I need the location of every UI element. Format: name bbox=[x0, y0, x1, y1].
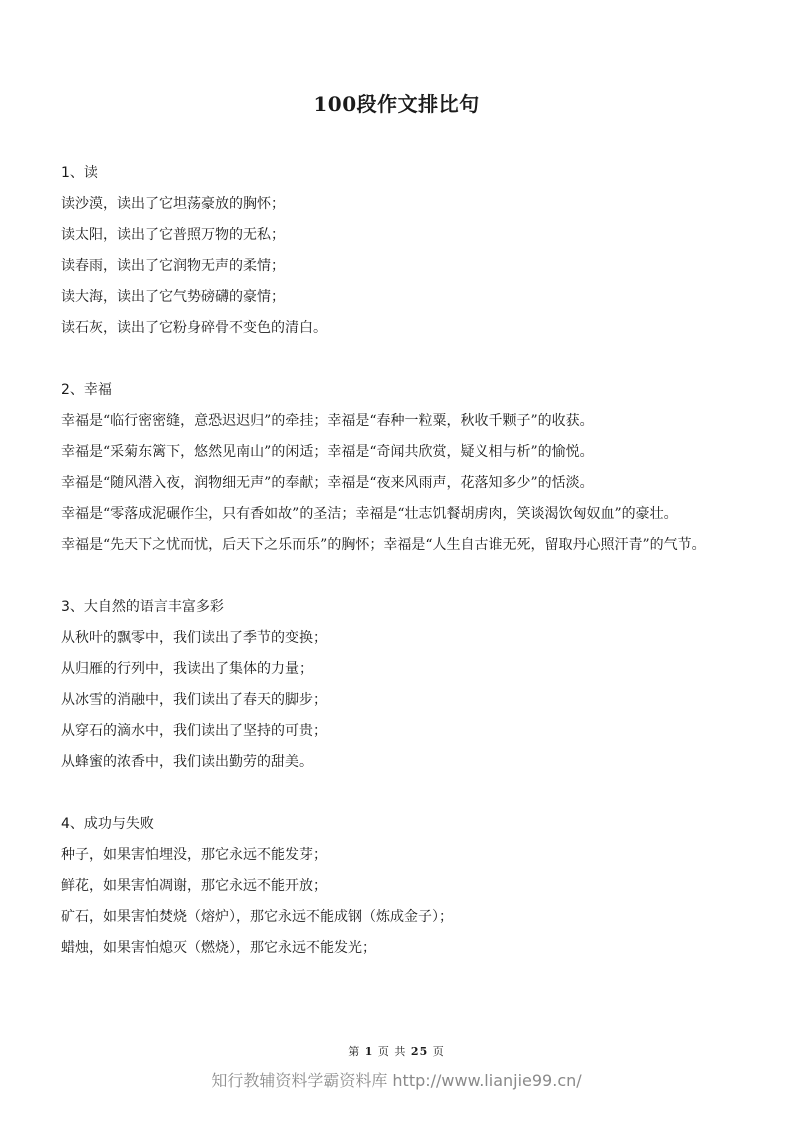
paragraph-line: 幸福是“零落成泥碾作尘，只有香如故”的圣洁；幸福是“壮志饥餐胡虏肉，笑谈渴饮匈奴血”的豪壮。 bbox=[61, 506, 678, 522]
page-number-total: 25 bbox=[410, 1045, 429, 1058]
paragraph-line: 从蜂蜜的浓香中，我们读出勤劳的甜美。 bbox=[61, 754, 313, 770]
page-number-suffix: 页 bbox=[432, 1045, 445, 1058]
page-title: 100段作文排比句 bbox=[313, 92, 480, 116]
section-4 bbox=[61, 809, 737, 964]
section-heading: 1、读 bbox=[61, 165, 98, 181]
section-heading: 4、成功与失败 bbox=[61, 816, 154, 832]
footer-watermark: 知行教辅资料学霸资料库 http://www.lianjie99.cn/ bbox=[211, 1071, 582, 1090]
page-number-middle: 页 共 bbox=[377, 1045, 407, 1058]
paragraph-line: 读太阳，读出了它普照万物的无私； bbox=[61, 227, 285, 243]
paragraph-line: 读石灰，读出了它粉身碎骨不变色的清白。 bbox=[61, 320, 327, 336]
section-heading: 3、大自然的语言丰富多彩 bbox=[61, 599, 224, 615]
section-2 bbox=[61, 375, 737, 561]
section-3 bbox=[61, 592, 737, 778]
paragraph-line: 读春雨，读出了它润物无声的柔情； bbox=[61, 258, 285, 274]
page-number-prefix: 第 bbox=[348, 1045, 361, 1058]
paragraph-line: 读大海，读出了它气势磅礴的豪情； bbox=[61, 289, 285, 305]
paragraph-line: 种子，如果害怕埋没，那它永远不能发芽； bbox=[61, 847, 327, 863]
page-number bbox=[0, 1043, 793, 1059]
paragraph-line: 从冰雪的消融中，我们读出了春天的脚步； bbox=[61, 692, 327, 708]
paragraph-line: 幸福是“临行密密缝，意恐迟迟归”的牵挂；幸福是“春种一粒粟，秋收千颗子”的收获。 bbox=[61, 413, 594, 429]
paragraph-line: 鲜花，如果害怕凋谢，那它永远不能开放； bbox=[61, 878, 327, 894]
paragraph-line: 读沙漠，读出了它坦荡豪放的胸怀； bbox=[61, 196, 285, 212]
section-heading: 2、幸福 bbox=[61, 382, 112, 398]
paragraph-line: 幸福是“采菊东篱下，悠然见南山”的闲适；幸福是“奇闻共欣赏，疑义相与析”的愉悦。 bbox=[61, 444, 594, 460]
paragraph-line: 从秋叶的飘零中，我们读出了季节的变换； bbox=[61, 630, 327, 646]
paragraph-line: 从归雁的行列中，我读出了集体的力量； bbox=[61, 661, 313, 677]
paragraph-line: 矿石，如果害怕焚烧（熔炉），那它永远不能成钢（炼成金子）； bbox=[61, 909, 453, 925]
paragraph-line: 从穿石的滴水中，我们读出了坚持的可贵； bbox=[61, 723, 327, 739]
page-number-current: 1 bbox=[364, 1045, 374, 1058]
document-body bbox=[61, 158, 737, 995]
paragraph-line: 幸福是“先天下之忧而忧，后天下之乐而乐”的胸怀；幸福是“人生自古谁无死，留取丹心照汗青”的气节。 bbox=[61, 537, 706, 553]
section-1 bbox=[61, 158, 737, 344]
paragraph-line: 蜡烛，如果害怕熄灭（燃烧），那它永远不能发光； bbox=[61, 940, 376, 956]
paragraph-line: 幸福是“随风潜入夜，润物细无声”的奉献；幸福是“夜来风雨声，花落知多少”的恬淡。 bbox=[61, 475, 594, 491]
